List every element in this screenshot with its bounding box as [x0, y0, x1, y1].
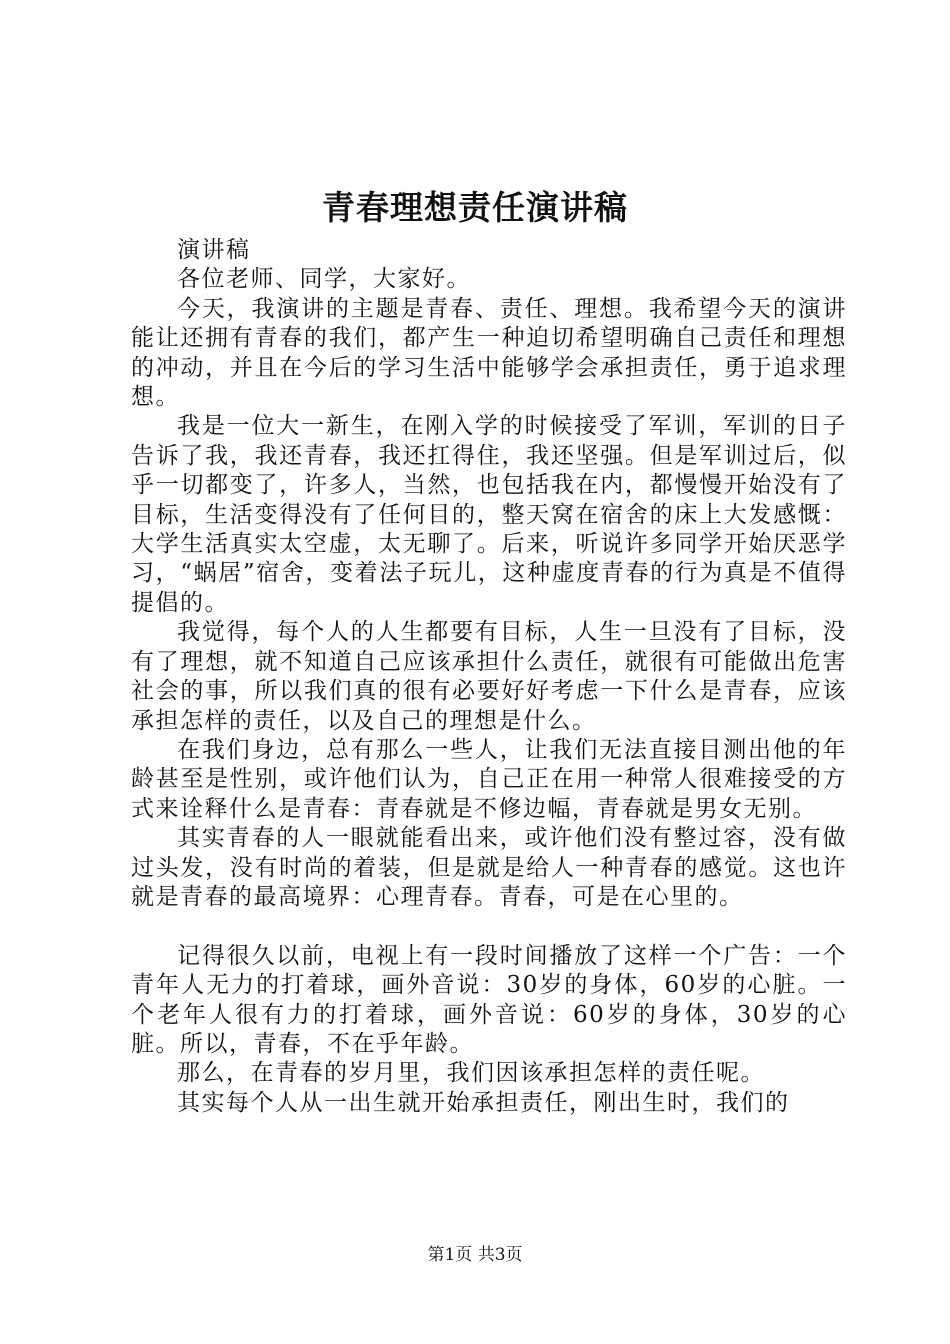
paragraph-heading: 演讲稿	[177, 237, 251, 263]
paragraph: 其实每个人从一出生就开始承担责任，刚出生时，我们的	[177, 1089, 790, 1116]
document-title: 青春理想责任演讲稿	[322, 188, 628, 227]
paragraph: 今天，我演讲的主题是青春、责任、理想。我希望今天的演讲能让还拥有青春的我们，都产生一种迫切希望明确自己责任和理想的冲动，并且在今后的学习生活中能够学会承担责任，勇于追求理想。	[131, 295, 847, 411]
paragraph: 我觉得，每个人的人生都要有目标，人生一旦没有了目标，没有了理想，就不知道自己应该承担什么责任，就很有可能做出危害社会的事，所以我们真的很有必要好好考虑一下什么是青春，应该承担怎样的责任，以及自己的理想是什么。	[131, 619, 847, 734]
paragraph: 记得很久以前，电视上有一段时间播放了这样一个广告：一个青年人无力的打着球，画外音说：30岁的身体，60岁的心脏。一个老年人很有力的打着球，画外音说：60岁的身体，30岁的心脏。所以，青春，不在乎年龄。	[131, 942, 847, 1057]
paragraph: 其实青春的人一眼就能看出来，或许他们没有整过容，没有做过头发，没有时尚的着装，但是就是给人一种青春的感觉。这也许就是青春的最高境界：心理青春。青春，可是在心里的。	[131, 825, 847, 910]
page-footer: 第1页 共3页	[427, 1245, 523, 1265]
paragraph: 我是一位大一新生，在刚入学的时候接受了军训，军训的日子告诉了我，我还青春，我还扛得住，我还坚强。但是军训过后，似乎一切都变了，许多人，当然，也包括我在内，都慢慢开始没有了目标，生活变得没有了任何目的，整天窝在宿舍的床上大发感慨：大学生活真实太空虚，太无聊了。后来，听说许多同学开始厌恶学习，“蜗居”宿舍，变着法子玩儿，这种虚度青春的行为真是不值得提倡的。	[131, 413, 847, 616]
paragraph-greeting: 各位老师、同学，大家好。	[177, 266, 471, 293]
paragraph: 在我们身边，总有那么一些人，让我们无法直接目测出他的年龄甚至是性别，或许他们认为，自己正在用一种常人很难接受的方式来诠释什么是青春：青春就是不修边幅，青春就是男女无别。	[131, 736, 847, 822]
document-body	[131, 236, 847, 1118]
paragraph-spacer	[131, 912, 847, 941]
paragraph: 那么，在青春的岁月里，我们因该承担怎样的责任呢。	[177, 1060, 765, 1087]
